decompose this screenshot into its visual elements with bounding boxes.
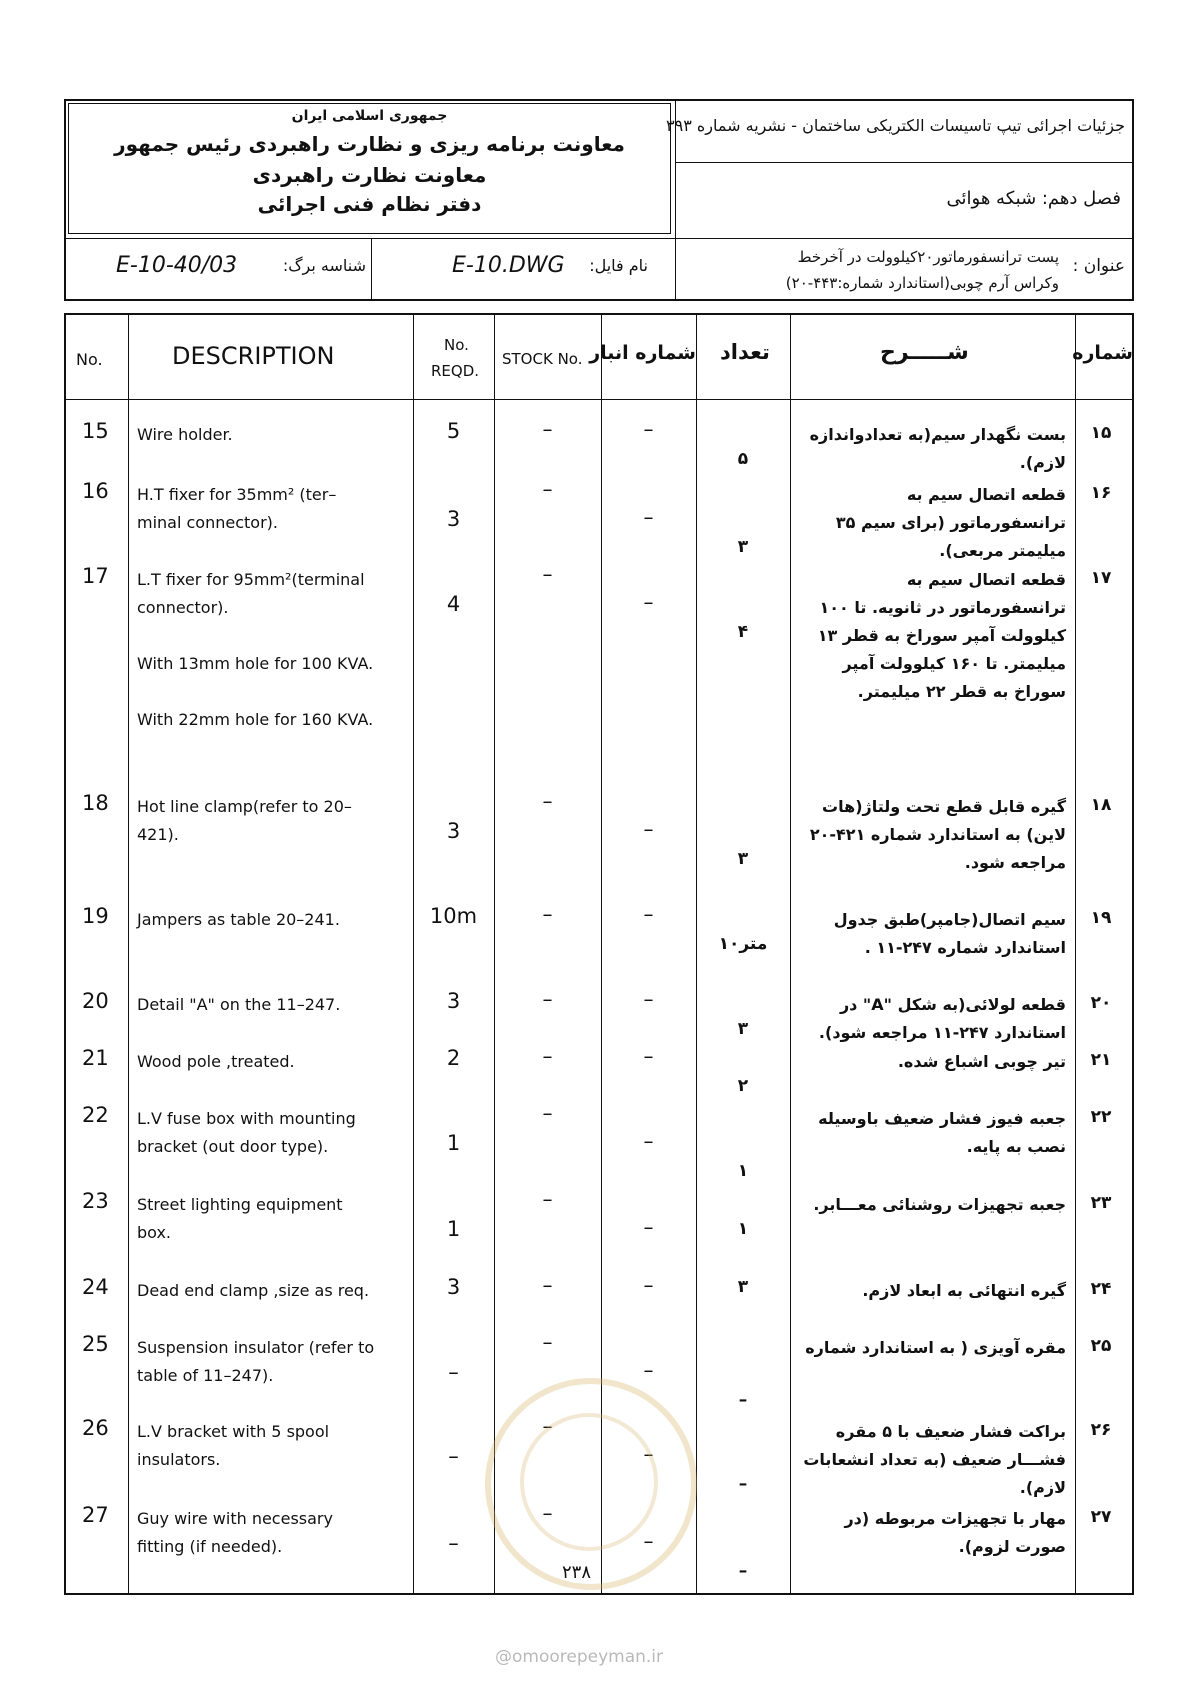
row-description-fa: مقره آویزی ( به استاندارد شماره bbox=[805, 1338, 1066, 1357]
col-header-desc-fa: شـــــرح bbox=[880, 340, 969, 365]
row-number-fa: ۲۲ bbox=[1090, 1107, 1112, 1127]
row-description: H.T fixer for 35mm² (ter– bbox=[137, 485, 337, 504]
row-reqd: – bbox=[448, 1531, 459, 1555]
file-label: نام فایل: bbox=[589, 256, 648, 275]
row-description: bracket (out door type). bbox=[137, 1137, 329, 1156]
org-line-1: جمهوری اسلامی ایران bbox=[291, 108, 448, 124]
row-description: Detail "A" on the 11–247. bbox=[137, 995, 341, 1014]
row-reqd: 3 bbox=[446, 819, 461, 843]
row-description-fa: جعبه تجهیزات روشنائی معـــابر. bbox=[813, 1195, 1066, 1214]
row-description: insulators. bbox=[137, 1450, 221, 1469]
row-stock-fa: – bbox=[643, 590, 654, 614]
col-divider-descfa bbox=[1075, 313, 1076, 1595]
row-reqd: – bbox=[448, 1360, 459, 1384]
row-stock: – bbox=[542, 1273, 553, 1297]
row-stock: – bbox=[542, 1330, 553, 1354]
row-description: Wire holder. bbox=[137, 425, 233, 444]
row-stock: – bbox=[542, 1187, 553, 1211]
row-stock-fa: – bbox=[643, 1529, 654, 1553]
row-number: 23 bbox=[82, 1189, 109, 1213]
row-stock: – bbox=[542, 1101, 553, 1125]
row-stock: – bbox=[542, 562, 553, 586]
row-number: 25 bbox=[82, 1332, 109, 1356]
publication-title: جزئیات اجرائی تیپ تاسیسات الکتریکی ساختمان - نشریه شماره ۳۹۳ bbox=[666, 116, 1125, 135]
row-description: connector). bbox=[137, 598, 229, 617]
row-stock: – bbox=[542, 1501, 553, 1525]
row-number: 24 bbox=[82, 1275, 109, 1299]
col-header-no-fa: شماره bbox=[1072, 342, 1133, 364]
title-line-1: پست ترانسفورماتور۲۰کیلوولت در آخرخط bbox=[797, 248, 1059, 266]
row-number: 20 bbox=[82, 989, 109, 1013]
row-stock: – bbox=[542, 1414, 553, 1438]
row-qty: ۱ bbox=[737, 1161, 749, 1181]
row-description-fa: مهار با تجهیزات مربوطه (در صورت لزوم). bbox=[844, 1509, 1066, 1556]
watermark-url: @omoorepeyman.ir bbox=[495, 1647, 664, 1667]
row-description: With 13mm hole for 100 KVA. bbox=[137, 654, 374, 673]
row-description: table of 11–247). bbox=[137, 1366, 274, 1385]
row-description: L.V fuse box with mounting bbox=[137, 1109, 356, 1128]
row-number-fa: ۱۸ bbox=[1090, 795, 1112, 815]
col-header-description: DESCRIPTION bbox=[172, 342, 335, 370]
row-number: 17 bbox=[82, 564, 109, 588]
row-description: L.V bracket with 5 spool bbox=[137, 1422, 330, 1441]
row-number-fa: ۱۹ bbox=[1090, 908, 1112, 928]
watermark-seal-inner bbox=[520, 1413, 658, 1551]
row-stock-fa: – bbox=[643, 1129, 654, 1153]
row-description-fa: قطعه اتصال سیم به ترانسفورماتور (برای سیم ۳۵ میلیمتر مربعی). bbox=[835, 485, 1066, 560]
row-number: 27 bbox=[82, 1503, 109, 1527]
row-number-fa: ۲۳ bbox=[1090, 1193, 1112, 1213]
row-number-fa: ۱۵ bbox=[1090, 423, 1112, 443]
row-stock: – bbox=[542, 987, 553, 1011]
row-description-fa: جعبه فیوز فشار ضعیف باوسیله نصب به پایه. bbox=[818, 1109, 1066, 1156]
row-reqd: 2 bbox=[446, 1046, 461, 1070]
row-number: 22 bbox=[82, 1103, 109, 1127]
col-divider-desc bbox=[413, 313, 414, 1595]
col-header-no: No. bbox=[76, 350, 103, 369]
row-number-fa: ۲۵ bbox=[1090, 1336, 1112, 1356]
row-stock: – bbox=[542, 477, 553, 501]
row-qty: متر۱۰ bbox=[718, 934, 768, 954]
row-qty: ۳ bbox=[737, 1019, 749, 1039]
header-divider-2 bbox=[371, 238, 372, 301]
row-qty: ۱ bbox=[737, 1219, 749, 1239]
row-number: 15 bbox=[82, 419, 109, 443]
row-number-fa: ۱۶ bbox=[1090, 483, 1112, 503]
row-stock-fa: – bbox=[643, 817, 654, 841]
col-header-stock-fa: شماره انبار bbox=[589, 342, 696, 364]
row-qty: ۳ bbox=[737, 849, 749, 869]
row-qty: ۵ bbox=[737, 449, 749, 469]
row-stock: – bbox=[542, 789, 553, 813]
row-number: 21 bbox=[82, 1046, 109, 1070]
header-hrule-1 bbox=[675, 162, 1134, 163]
row-reqd: 3 bbox=[446, 989, 461, 1013]
col-divider-no bbox=[128, 313, 129, 1595]
row-reqd: – bbox=[448, 1444, 459, 1468]
row-number: 26 bbox=[82, 1416, 109, 1440]
chapter-title: فصل دهم: شبکه هوائی bbox=[946, 188, 1121, 209]
row-description: Wood pole ,treated. bbox=[137, 1052, 295, 1071]
row-description: 421). bbox=[137, 825, 179, 844]
row-reqd: 1 bbox=[446, 1131, 461, 1155]
row-description: Hot line clamp(refer to 20– bbox=[137, 797, 352, 816]
sheet-label: شناسه برگ: bbox=[282, 256, 366, 275]
row-description-fa: تیر چوبی اشباع شده. bbox=[897, 1052, 1066, 1071]
row-qty: – bbox=[738, 1561, 748, 1581]
row-stock: – bbox=[542, 902, 553, 926]
row-stock: – bbox=[542, 417, 553, 441]
header-hrule-2 bbox=[64, 238, 1134, 239]
row-stock: – bbox=[542, 1044, 553, 1068]
org-line-4: دفتر نظام فنی اجرائی bbox=[257, 192, 482, 216]
file-value: E-10.DWG bbox=[452, 253, 565, 278]
row-reqd: 5 bbox=[446, 419, 461, 443]
row-stock-fa: – bbox=[643, 417, 654, 441]
row-description: With 22mm hole for 160 KVA. bbox=[137, 710, 374, 729]
col-header-reqd-2: REQD. bbox=[431, 362, 480, 380]
row-description: Street lighting equipment bbox=[137, 1195, 343, 1214]
sheet-value: E-10-40/03 bbox=[116, 253, 238, 278]
row-reqd: 1 bbox=[446, 1217, 461, 1241]
org-line-3: معاونت نظارت راهبردی bbox=[252, 163, 487, 187]
row-number-fa: ۲۶ bbox=[1090, 1420, 1112, 1440]
row-description-fa: گیره قابل قطع تحت ولتاژ(هات لاین) به استاندارد شماره ۴۲۱-۲۰ مراجعه شود. bbox=[809, 797, 1066, 872]
row-number-fa: ۲۰ bbox=[1090, 993, 1112, 1013]
row-description: Jampers as table 20–241. bbox=[137, 910, 340, 929]
table-header-rule bbox=[64, 399, 1134, 400]
row-stock-fa: – bbox=[643, 505, 654, 529]
row-description-fa: قطعه لولائی(به شکل "A" در استاندارد ۲۴۷-۱۱ مراجعه شود). bbox=[818, 995, 1066, 1042]
row-reqd: 4 bbox=[446, 592, 461, 616]
row-qty: ۴ bbox=[737, 622, 749, 642]
row-description: Guy wire with necessary bbox=[137, 1509, 333, 1528]
row-reqd: 3 bbox=[446, 1275, 461, 1299]
page-number: ۲۳۸ bbox=[562, 1562, 592, 1583]
row-description-fa: قطعه اتصال سیم به ترانسفورماتور در ثانویه. تا ۱۰۰ کیلوولت آمپر سوراخ به قطر ۱۳ میلیمتر. تا ۱۶۰ کیلوولت آمپر سوراخ به قطر ۲۲ میلیمتر. bbox=[817, 570, 1066, 701]
row-qty: – bbox=[738, 1474, 748, 1494]
col-header-reqd-1: No. bbox=[444, 336, 469, 354]
col-divider-reqd bbox=[494, 313, 495, 1595]
row-number: 19 bbox=[82, 904, 109, 928]
row-description: Dead end clamp ,size as req. bbox=[137, 1281, 370, 1300]
row-description-fa: بست نگهدار سیم(به تعدادواندازه لازم). bbox=[809, 425, 1066, 472]
row-description: fitting (if needed). bbox=[137, 1537, 283, 1556]
row-number-fa: ۱۷ bbox=[1090, 568, 1112, 588]
row-stock-fa: – bbox=[643, 987, 654, 1011]
row-stock-fa: – bbox=[643, 1442, 654, 1466]
row-stock-fa: – bbox=[643, 1215, 654, 1239]
row-stock-fa: – bbox=[643, 1273, 654, 1297]
row-number-fa: ۲۷ bbox=[1090, 1507, 1112, 1527]
col-divider-qty bbox=[790, 313, 791, 1595]
row-number: 18 bbox=[82, 791, 109, 815]
col-header-stock: STOCK No. bbox=[502, 350, 583, 368]
title-line-2: وکراس آرم چوبی(استاندارد شماره:۴۴۳-۲۰) bbox=[785, 274, 1059, 292]
row-description-fa: براکت فشار ضعیف با ۵ مقره فشـــار ضعیف (به تعداد انشعابات لازم). bbox=[803, 1422, 1066, 1497]
row-qty: ۳ bbox=[737, 537, 749, 557]
org-line-2: معاونت برنامه ریزی و نظارت راهبردی رئیس جمهور bbox=[114, 132, 625, 156]
row-description: Suspension insulator (refer to bbox=[137, 1338, 375, 1357]
row-description: minal connector). bbox=[137, 513, 278, 532]
row-number: 16 bbox=[82, 479, 109, 503]
row-reqd: 3 bbox=[446, 507, 461, 531]
row-number-fa: ۲۱ bbox=[1090, 1050, 1112, 1070]
row-number-fa: ۲۴ bbox=[1090, 1279, 1112, 1299]
row-reqd: 10m bbox=[429, 904, 478, 928]
row-description-fa: سیم اتصال(جامپر)طبق جدول استاندارد شماره ۲۴۷-۱۱ . bbox=[833, 910, 1066, 957]
row-description: box. bbox=[137, 1223, 172, 1242]
col-header-qty-fa: تعداد bbox=[720, 340, 770, 364]
row-qty: ۲ bbox=[737, 1076, 749, 1096]
row-qty: – bbox=[738, 1390, 748, 1410]
row-qty: ۳ bbox=[737, 1277, 749, 1297]
row-description: L.T fixer for 95mm²(terminal bbox=[137, 570, 365, 589]
title-label: عنوان : bbox=[1072, 256, 1125, 276]
row-stock-fa: – bbox=[643, 1044, 654, 1068]
row-stock-fa: – bbox=[643, 902, 654, 926]
row-stock-fa: – bbox=[643, 1358, 654, 1382]
row-description-fa: گیره انتهائی به ابعاد لازم. bbox=[862, 1281, 1066, 1300]
